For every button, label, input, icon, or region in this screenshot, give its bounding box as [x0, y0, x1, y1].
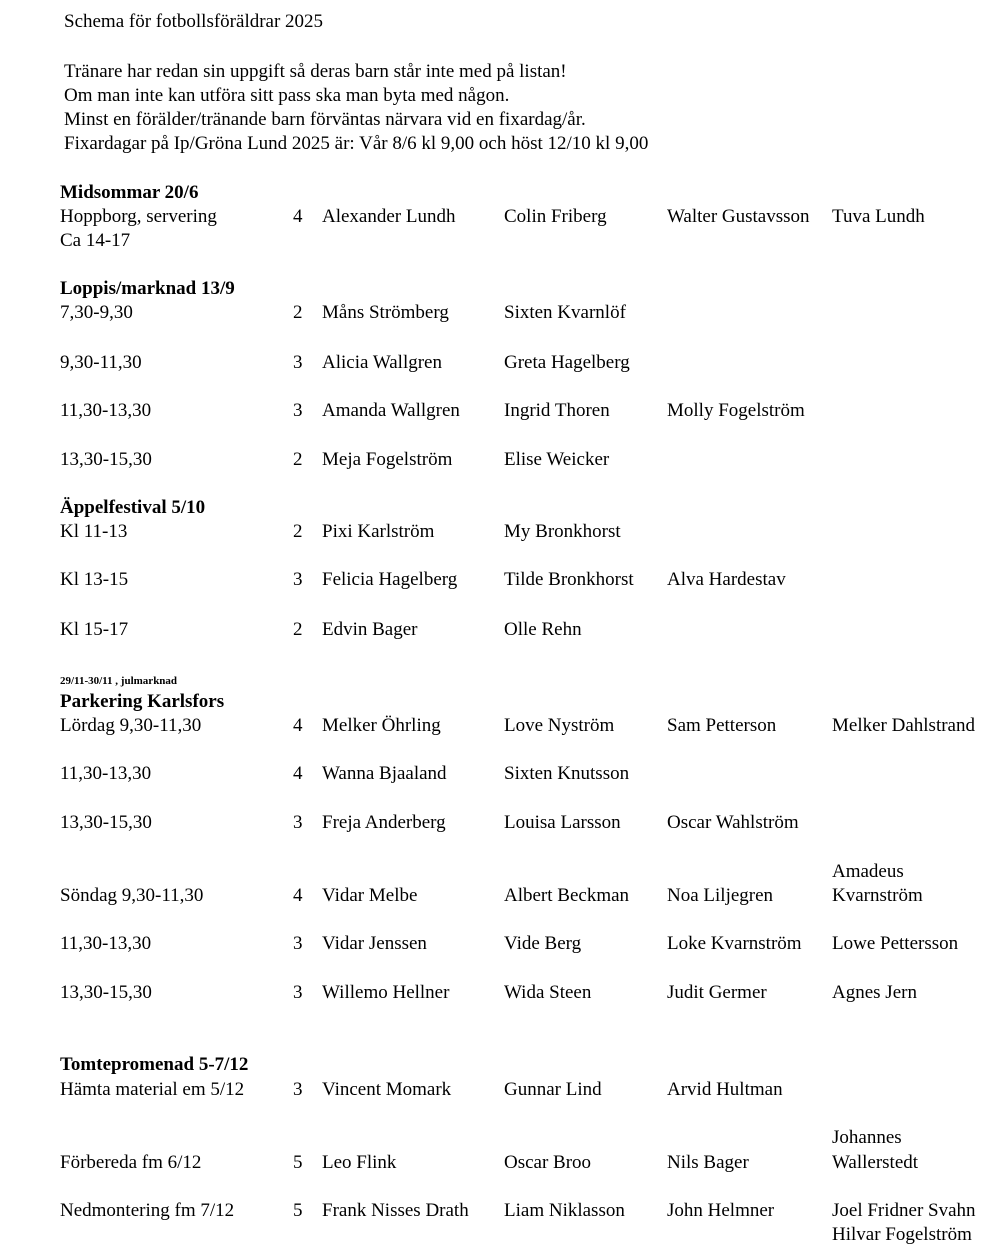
- name-4-line-1: Amadeus: [832, 861, 904, 882]
- intro-line-3: Minst en förälder/tränande barn förväntas närvara vid en fixardag/år.: [64, 109, 586, 130]
- name-3: Walter Gustavsson: [667, 206, 810, 227]
- name-1: Alicia Wallgren: [322, 352, 442, 373]
- person-count: 2: [293, 619, 303, 640]
- name-1: Wanna Bjaaland: [322, 763, 447, 784]
- person-count: 3: [293, 400, 303, 421]
- name-2: Colin Friberg: [504, 206, 607, 227]
- name-2: My Bronkhorst: [504, 521, 621, 542]
- name-4: Agnes Jern: [832, 982, 917, 1003]
- person-count: 3: [293, 352, 303, 373]
- name-1: Vincent Momark: [322, 1079, 452, 1100]
- name-1: Leo Flink: [322, 1152, 397, 1173]
- name-3: Arvid Hultman: [667, 1079, 783, 1100]
- document-title: Schema för fotbollsföräldrar 2025: [64, 11, 324, 32]
- time-slot: 13,30-15,30: [60, 812, 152, 833]
- name-3: Alva Hardestav: [667, 569, 786, 590]
- time-slot: 11,30-13,30: [60, 763, 152, 784]
- schedule-row: [0, 301, 1000, 325]
- schedule-row: [0, 932, 1000, 956]
- section-subheading-julmarknad: 29/11-30/11 , julmarknad: [60, 675, 178, 687]
- person-count: 4: [293, 885, 303, 906]
- name-2: Oscar Broo: [504, 1152, 592, 1173]
- person-count: 3: [293, 933, 303, 954]
- name-1: Amanda Wallgren: [322, 400, 460, 421]
- name-2: Liam Niklasson: [504, 1200, 625, 1221]
- time-slot: 13,30-15,30: [60, 982, 152, 1003]
- name-4-line-2: Hilvar Fogelström: [832, 1224, 972, 1245]
- time-slot: 7,30-9,30: [60, 302, 133, 323]
- name-3: Judit Germer: [667, 982, 767, 1003]
- name-2: Sixten Knutsson: [504, 763, 630, 784]
- schedule-row: [0, 520, 1000, 544]
- schedule-row: [0, 714, 1000, 738]
- name-2: Olle Rehn: [504, 619, 582, 640]
- intro-line-1: Tränare har redan sin uppgift så deras barn står inte med på listan!: [64, 61, 567, 82]
- schedule-row: [0, 1199, 1000, 1223]
- person-count: 4: [293, 715, 303, 736]
- time-slot: 11,30-13,30: [60, 400, 152, 421]
- name-1: Freja Anderberg: [322, 812, 446, 833]
- name-1: Meja Fogelström: [322, 449, 453, 470]
- section-heading-appelfestival: Äppelfestival 5/10: [60, 497, 206, 518]
- name-1: Pixi Karlström: [322, 521, 435, 542]
- person-count: 3: [293, 569, 303, 590]
- intro-line-2: Om man inte kan utföra sitt pass ska man byta med någon.: [64, 85, 510, 106]
- name-2: Gunnar Lind: [504, 1079, 602, 1100]
- name-1: Måns Strömberg: [322, 302, 449, 323]
- section-heading-parkering: Parkering Karlsfors: [60, 691, 225, 712]
- name-4: Melker Dahlstrand: [832, 715, 975, 736]
- time-slot: Söndag 9,30-11,30: [60, 885, 204, 906]
- name-1: Alexander Lundh: [322, 206, 456, 227]
- name-3: Sam Petterson: [667, 715, 777, 736]
- name-3: Nils Bager: [667, 1152, 749, 1173]
- schedule-row: [0, 884, 1000, 908]
- name-2: Wida Steen: [504, 982, 592, 1003]
- intro-line-4: Fixardagar på Ip/Gröna Lund 2025 är: Vår 8/6 kl 9,00 och höst 12/10 kl 9,00: [64, 133, 649, 154]
- person-count: 2: [293, 302, 303, 323]
- name-1: Melker Öhrling: [322, 715, 441, 736]
- time-slot: Förbereda fm 6/12: [60, 1152, 202, 1173]
- time-slot: Lördag 9,30-11,30: [60, 715, 202, 736]
- name-1: Willemo Hellner: [322, 982, 450, 1003]
- name-1: Vidar Melbe: [322, 885, 418, 906]
- section-heading-tomtepromenad: Tomtepromenad 5-7/12: [60, 1054, 249, 1075]
- time-slot: Hämta material em 5/12: [60, 1079, 245, 1100]
- name-2: Louisa Larsson: [504, 812, 621, 833]
- name-2: Albert Beckman: [504, 885, 630, 906]
- name-4-line-1: Johannes: [832, 1127, 902, 1148]
- person-count: 2: [293, 449, 303, 470]
- person-count: 5: [293, 1200, 303, 1221]
- person-count: 2: [293, 521, 303, 542]
- schedule-row: [0, 399, 1000, 423]
- name-3: Loke Kvarnström: [667, 933, 802, 954]
- schedule-row: [0, 811, 1000, 835]
- name-2: Love Nyström: [504, 715, 615, 736]
- name-2: Greta Hagelberg: [504, 352, 630, 373]
- schedule-row: [0, 205, 1000, 229]
- name-2: Tilde Bronkhorst: [504, 569, 634, 590]
- name-1: Felicia Hagelberg: [322, 569, 458, 590]
- time-slot: 9,30-11,30: [60, 352, 142, 373]
- name-4: Lowe Pettersson: [832, 933, 959, 954]
- time-slot: Kl 13-15: [60, 569, 129, 590]
- time-slot: 11,30-13,30: [60, 933, 152, 954]
- name-4: Wallerstedt: [832, 1152, 919, 1173]
- name-2: Vide Berg: [504, 933, 582, 954]
- name-3: Oscar Wahlström: [667, 812, 799, 833]
- schedule-row: [0, 981, 1000, 1005]
- intro-text: [64, 60, 648, 156]
- section-heading-midsommar: Midsommar 20/6: [60, 182, 199, 203]
- schedule-row: [0, 618, 1000, 642]
- time-note: Ca 14-17: [60, 230, 131, 251]
- time-slot: Hoppborg, servering: [60, 206, 217, 227]
- person-count: 5: [293, 1152, 303, 1173]
- name-3: Noa Liljegren: [667, 885, 774, 906]
- name-1: Edvin Bager: [322, 619, 418, 640]
- schedule-row: [0, 762, 1000, 786]
- schedule-row: [0, 1078, 1000, 1102]
- time-slot: Kl 11-13: [60, 521, 128, 542]
- name-3: Molly Fogelström: [667, 400, 805, 421]
- name-2: Ingrid Thoren: [504, 400, 610, 421]
- time-slot: 13,30-15,30: [60, 449, 152, 470]
- schedule-row: [0, 448, 1000, 472]
- name-2: Elise Weicker: [504, 449, 610, 470]
- person-count: 4: [293, 763, 303, 784]
- person-count: 4: [293, 206, 303, 227]
- time-slot: Nedmontering fm 7/12: [60, 1200, 235, 1221]
- name-4: Joel Fridner Svahn: [832, 1200, 976, 1221]
- section-heading-loppis: Loppis/marknad 13/9: [60, 278, 235, 299]
- name-3: John Helmner: [667, 1200, 775, 1221]
- name-1: Vidar Jenssen: [322, 933, 427, 954]
- person-count: 3: [293, 982, 303, 1003]
- time-slot: Kl 15-17: [60, 619, 129, 640]
- name-2: Sixten Kvarnlöf: [504, 302, 626, 323]
- name-1: Frank Nisses Drath: [322, 1200, 469, 1221]
- name-4: Kvarnström: [832, 885, 923, 906]
- schedule-row: [0, 351, 1000, 375]
- name-4: Tuva Lundh: [832, 206, 925, 227]
- person-count: 3: [293, 812, 303, 833]
- person-count: 3: [293, 1079, 303, 1100]
- schedule-row: [0, 568, 1000, 592]
- schedule-row: [0, 1151, 1000, 1175]
